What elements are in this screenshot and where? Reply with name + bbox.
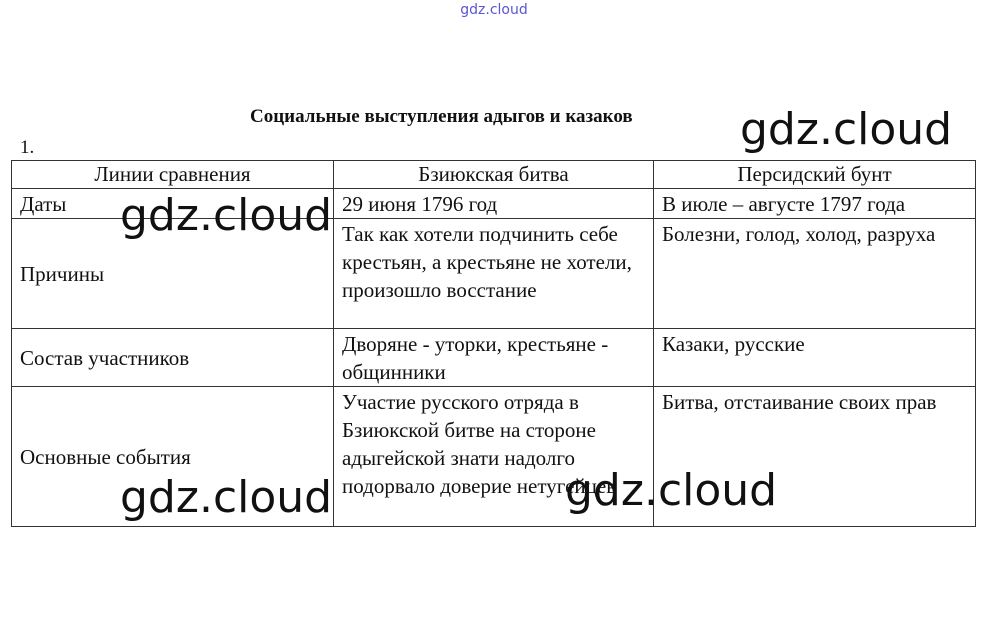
watermark: gdz.cloud (120, 472, 333, 523)
watermark: gdz.cloud (565, 465, 778, 516)
item-number: 1. (20, 137, 35, 158)
watermark: gdz.cloud (120, 190, 333, 241)
table-cell: 29 июня 1796 год (334, 189, 654, 219)
table-cell: Дворяне - уторки, крестьяне - общинники (334, 329, 654, 387)
row-label-main-events: Основные события (12, 387, 334, 527)
row-label-dates: Даты (12, 189, 334, 219)
header-persian-revolt: Персидский бунт (654, 161, 976, 189)
table-cell: Битва, отстаивание своих прав (654, 387, 976, 527)
document-title: Социальные выступления адыгов и казаков (250, 106, 633, 127)
table-cell: В июле – августе 1797 года (654, 189, 976, 219)
table-cell: Болезни, голод, холод, разруха (654, 219, 976, 329)
table-cell: Участие русского отряда в Бзиюкской битве на стороне адыгейской знати надолго подорвало доверие нетугейцев (334, 387, 654, 527)
table-cell: Казаки, русские (654, 329, 976, 387)
header-comparison-lines: Линии сравнения (12, 161, 334, 189)
row-label-participants: Состав участников (12, 329, 334, 387)
row-label-causes: Причины (12, 219, 334, 329)
table-row (12, 329, 976, 387)
site-label[interactable]: gdz.cloud (460, 2, 528, 18)
table-cell: Так как хотели подчинить себе крестьян, а крестьяне не хотели, произошло восстание (334, 219, 654, 329)
table-header-row (12, 161, 976, 189)
watermark: gdz.cloud (740, 104, 953, 155)
header-bziyuk-battle: Бзиюкская битва (334, 161, 654, 189)
